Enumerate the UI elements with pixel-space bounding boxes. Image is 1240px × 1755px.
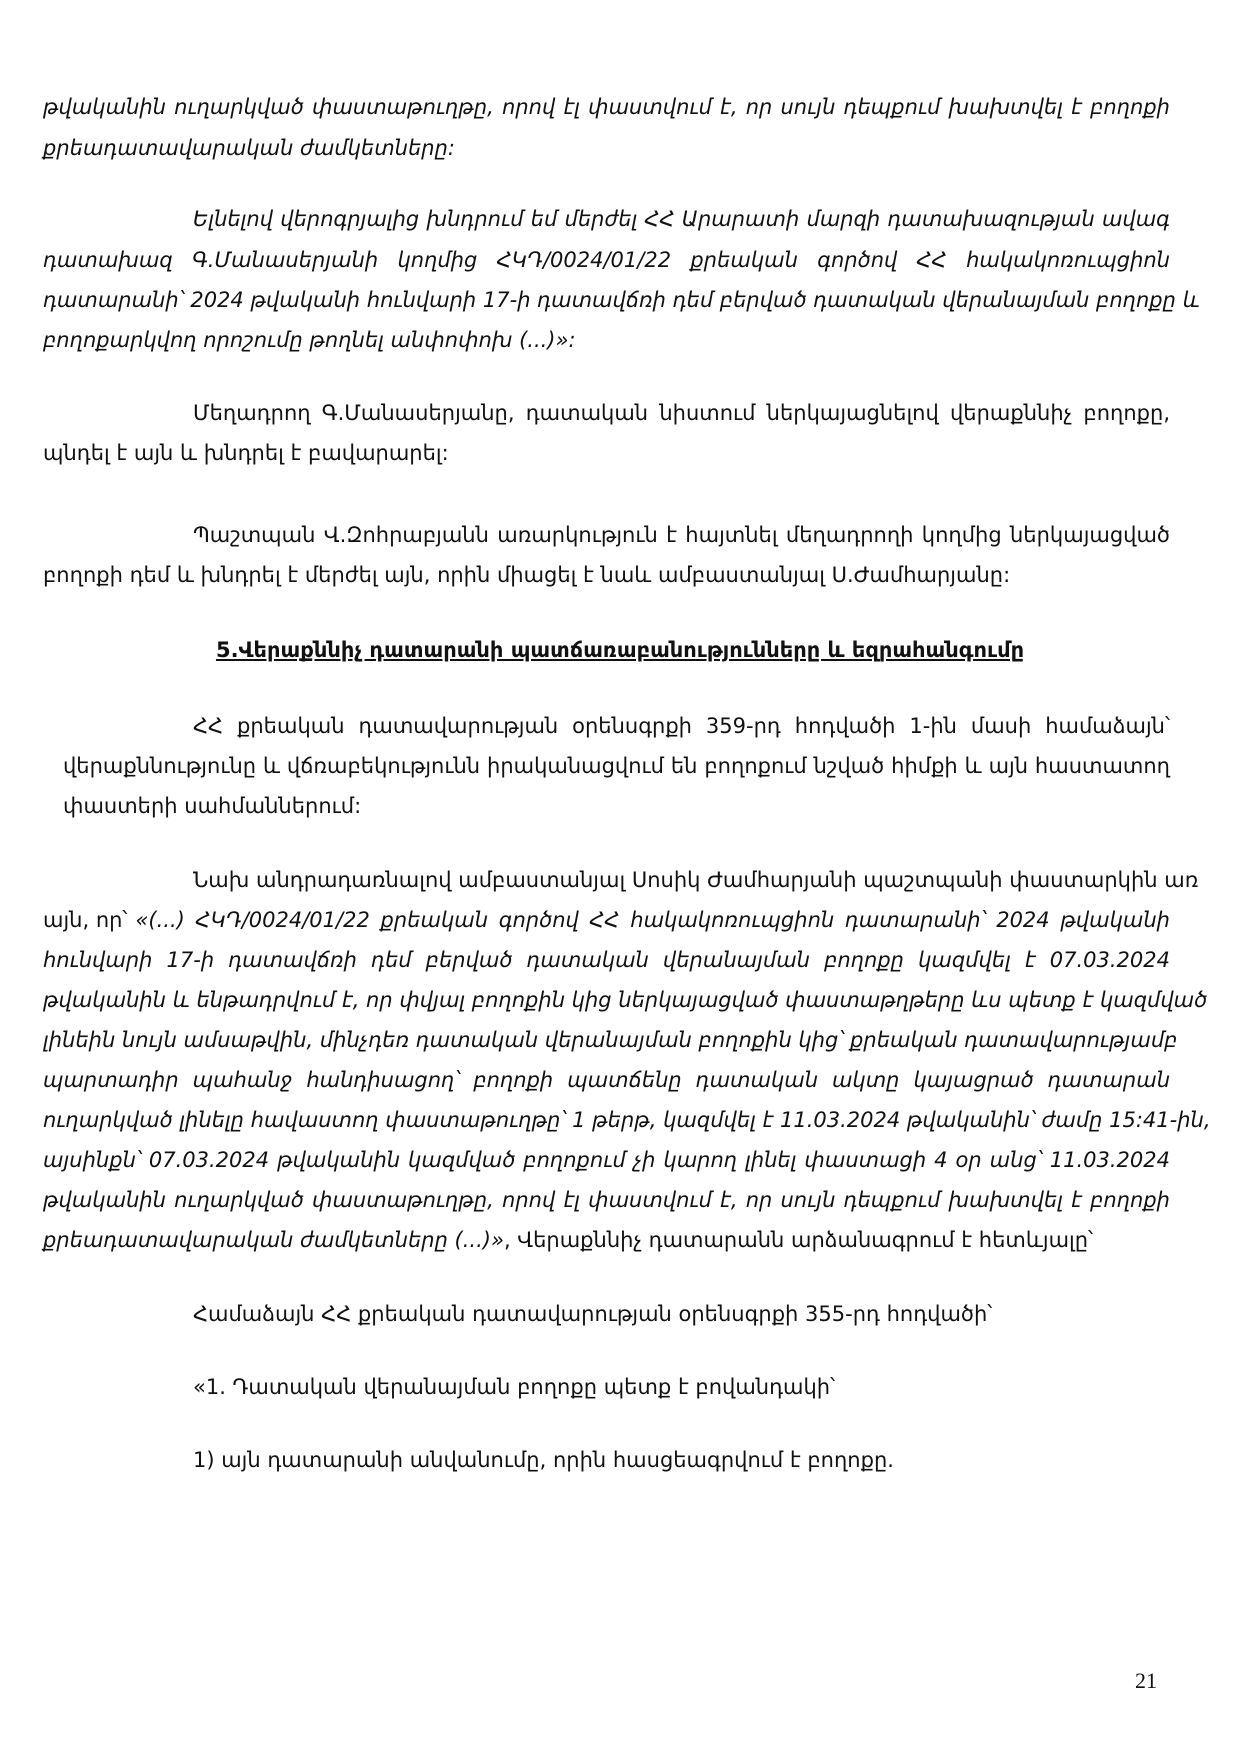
text-line: քրեադատավարական ժամկետները: bbox=[43, 136, 455, 160]
section-heading: 5.Վերաքննիչ դատարանի պատճառաբանությունները և եզրահանգումը bbox=[215, 638, 1025, 662]
text-line: բողոքի դեմ և խնդրել է մերժել այն, որին միացել է նաև ամբաստանյալ Ս.Ժամհարյանը: bbox=[43, 563, 1011, 587]
page-number: 21 bbox=[1135, 1668, 1157, 1693]
paragraph-first-line: Ելնելով վերոգրյալից խնդրում եմ մերժել ՀՀ Արարատի մարզի դատախազության ավագ bbox=[193, 207, 1170, 231]
quoted-line: թվականին և ենթադրվում է, որ փվյալ բողոքին կից ներկայացված փաստաթղթերը ևս պետք է կազմված bbox=[43, 988, 1208, 1012]
law-citation: Համաձայն ՀՀ քրեական դատավարության օրենսգրքի 355-րդ հոդվածի՝ bbox=[193, 1302, 993, 1326]
quoted-line: լինեին նույն ամսաթվին, մինչդեռ դատական վերանայման բողոքին կից՝ քրեական դատավարությամբ bbox=[43, 1028, 1178, 1052]
text-line bbox=[43, 900, 1170, 940]
text-line: բողոքարկվող որոշումը թողնել անփոփոխ (...)»: bbox=[43, 328, 576, 352]
paragraph-first-line: Մեղադրող Գ.Մանասերյանը, դատական նիստում ներկայացնելով վերաքննիչ բողոքը, bbox=[193, 401, 1170, 425]
text-line bbox=[43, 1220, 1170, 1260]
law-clause: «1. Դատական վերանայման բողոքը պետք է բովանդակի՝ bbox=[193, 1375, 836, 1399]
text-line: փաստերի սահմաններում: bbox=[63, 794, 362, 818]
quoted-line: այսինքն՝ 07.03.2024 թվականին կազմված բողոքում չի կարող լինել փաստացի 4 օր անց՝ 11.03.2024 bbox=[43, 1148, 1170, 1172]
text-line: դատարանի՝ 2024 թվականի հունվարի 17-ի դատավճռի դեմ բերված դատական վերանայման բողոքը և bbox=[43, 288, 1200, 312]
paragraph-first-line: Նախ անդրադառնալով ամբաստանյալ Սոսիկ Ժամհարյանի պաշտպանի փաստարկին առ bbox=[193, 868, 1199, 892]
text-span: , Վերաքննիչ դատարանն արձանագրում է հետևյալը՝ bbox=[503, 1228, 1094, 1252]
quoted-text: քրեադատավարական ժամկետները (...)» bbox=[43, 1228, 504, 1252]
paragraph-first-line: ՀՀ քրեական դատավարության օրենսգրքի 359-րդ հոդվածի 1-ին մասի համաձայն՝ bbox=[193, 714, 1170, 738]
quoted-line: թվականին ուղարկված փաստաթուղթը, որով էլ փաստվում է, որ սույն դեպքում խախտվել է բողոքի bbox=[43, 1188, 1170, 1212]
quoted-text: «(...) ՀԿԴ/0024/01/22 քրեական գործով ՀՀ հակակոռուպցիոն դատարանի՝ 2024 թվականի bbox=[135, 908, 1170, 932]
paragraph-first-line: Պաշտպան Վ.Զոհրաբյանն առարկություն է հայտնել մեղադրողի կողմից ներկայացված bbox=[193, 523, 1170, 547]
text-span: այն, որ՝ bbox=[43, 908, 128, 932]
text-line: պնդել է այն և խնդրել է բավարարել: bbox=[43, 441, 449, 465]
law-item: 1) այն դատարանի անվանումը, որին հասցեագրվում է բողոքը. bbox=[193, 1448, 894, 1472]
quoted-line: պարտադիր պահանջ հանդիսացող՝ բողոքի պատճենը դատական ակտը կայացրած դատարան bbox=[43, 1068, 1170, 1092]
text-line: դատախազ Գ.Մանասերյանի կողմից ՀԿԴ/0024/01/22 քրեական գործով ՀՀ հակակոռուպցիոն bbox=[43, 248, 1170, 272]
quoted-line: ուղարկված լինելը հավաստող փաստաթուղթը՝ 1 թերթ, կազմվել է 11.03.2024 թվականին՝ ժամը 15:41-ին, bbox=[43, 1108, 1211, 1132]
quoted-line: հունվարի 17-ի դատավճռի դեմ բերված դատական վերանայման բողոքը կազմվել է 07.03.2024 bbox=[43, 948, 1170, 972]
text-line: վերաքննությունը և վճռաբեկությունն իրականացվում են բողոքում նշված հիմքի և այն հաստատող bbox=[63, 754, 1170, 778]
text-line: թվականին ուղարկված փաստաթուղթը, որով էլ փաստվում է, որ սույն դեպքում խախտվել է բողոքի bbox=[43, 95, 1170, 119]
